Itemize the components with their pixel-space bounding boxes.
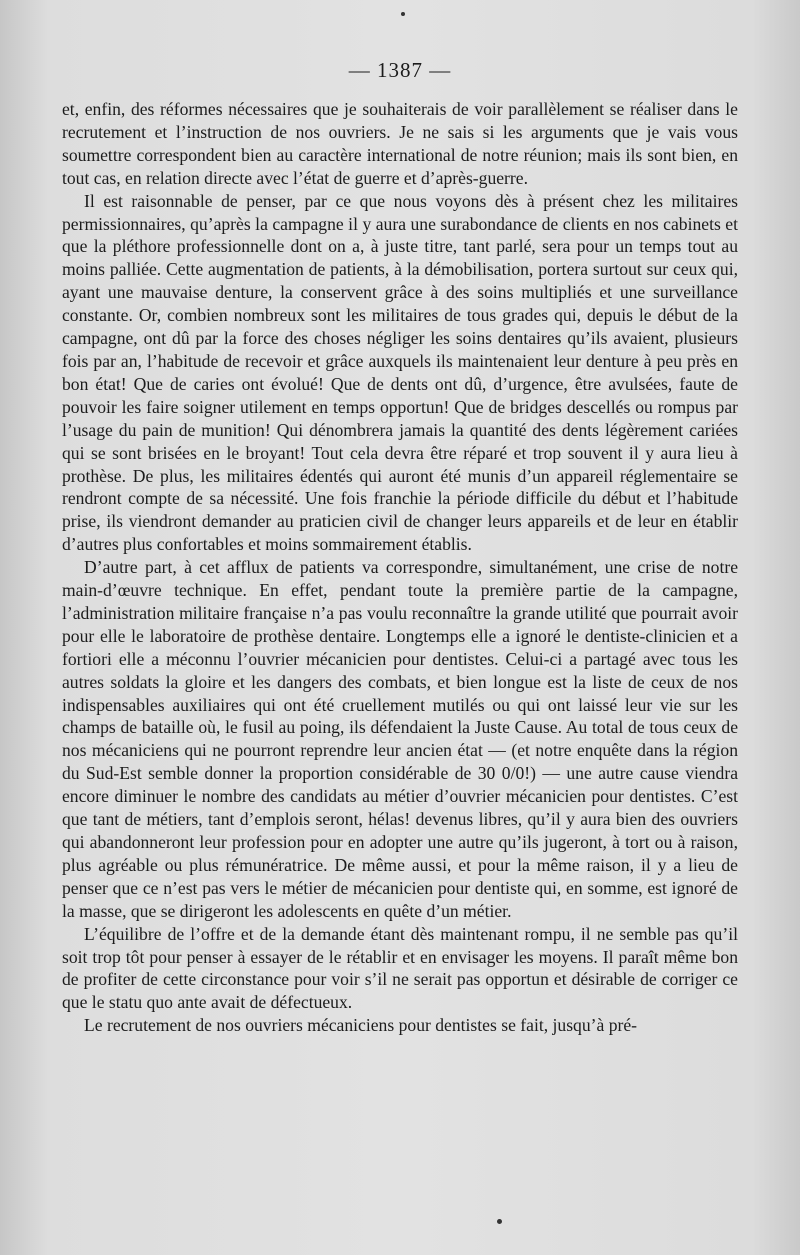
paragraph-1: et, enfin, des réformes nécessaires que je souhaiterais de voir parallèlement se réaliser dans le recrutement et l’instruction de nos ouvriers. Je ne sais si les arguments que je vais vous soumettre correspondent bien au caractère international de notre réunion; mais ils sont bien, en tout cas, en relation directe avec l’état de guerre et d’après-guerre.	[62, 99, 738, 188]
body-text	[62, 98, 738, 1037]
print-speck	[497, 1219, 502, 1224]
print-speck	[401, 12, 405, 16]
paragraph-2: Il est raisonnable de penser, par ce que nous voyons dès à présent chez les militaires permissionnaires, qu’après la campagne il y aura une surabondance de clients en nos cabinets et que la pléthore professionnelle dont on a, à juste titre, tant parlé, sera pour un temps tout au moins palliée. Cette augmentation de patients, à la démobilisation, portera surtout sur ceux qui, ayant une mauvaise denture, la conservent grâce à des soins multipliés et une surveillance constante. Or, combien nombreux sont les militaires de tous grades qui, depuis le début de la campagne, ont dû par la force des choses négliger les soins dentaires qu’ils avaient, plusieurs fois par an, l’habitude de recevoir et grâce auxquels ils maintenaient leur denture à peu près en bon état! Que de caries ont évolué! Que de dents ont dû, d’urgence, être avulsées, faute de pouvoir les faire soigner utilement en temps opportun! Que de bridges descellés ou rompus par l’usage du pain de munition! Qui dénombrera jamais la quantité des dents légèrement cariées qui se sont brisées en le broyant! Tout cela devra être réparé et trop souvent il y aura lieu à prothèse. De plus, les militaires édentés qui auront été munis d’un appareil réglementaire se rendront compte de sa nécessité. Une fois franchie la période difficile du début et l’habitude prise, ils viendront demander au praticien civil de changer leurs appareils et de leur en établir d’autres plus confortables et moins sommairement établis.	[62, 190, 738, 555]
page-number: — 1387 —	[348, 58, 452, 82]
paragraph-4: L’équilibre de l’offre et de la demande étant dès maintenant rompu, il ne semble pas qu’il soit trop tôt pour penser à essayer de le rétablir et en envisager les moyens. Il paraît même bon de profiter de cette circonstance pour voir s’il ne serait pas opportun et désirable de corriger ce que le statu quo ante avait de défectueux.	[62, 923, 738, 1013]
paragraph-3: D’autre part, à cet afflux de patients va correspondre, simultanément, une crise de notre main-d’œuvre technique. En effet, pendant toute la première partie de la campagne, l’administration militaire française n’a pas voulu reconnaître la grande utilité que pourrait avoir pour elle le laboratoire de prothèse dentaire. Longtemps elle a ignoré le dentiste-clinicien et a fortiori elle a méconnu l’ouvrier mécanicien pour dentistes. Celui-ci a partagé avec tous les autres soldats la gloire et les dangers des combats, et bien longue est la liste de ceux de nos indispensables auxiliaires qui ont été cruellement mutilés ou qui ont laissé leur vie sur les champs de bataille où, le fusil au poing, ils défendaient la Juste Cause. Au total de tous ceux de nos mécaniciens qui ne pourront reprendre leur ancien état — (et notre enquête dans la région du Sud-Est semble donner la proportion considérable de 30 0/0!) — une autre cause viendra encore diminuer le nombre des candidats au métier d’ouvrier mécanicien pour dentistes. C’est que tant de métiers, tant d’emplois seront, hélas! devenus libres, qu’il y aura bien des ouvriers qui abandonneront leur profession pour en adopter une autre qu’ils jugeront, à tort ou à raison, plus agréable ou plus rémunératrice. De même aussi, et pour la même raison, il y a lieu de penser que ce n’est pas vers le métier de mécanicien pour dentiste qui, en somme, est ignoré de la masse, que se dirigeront les adolescents en quête d’un métier.	[62, 557, 738, 921]
paragraph-5: Le recrutement de nos ouvriers mécaniciens pour dentistes se fait, jusqu’à pré-	[84, 1015, 638, 1036]
